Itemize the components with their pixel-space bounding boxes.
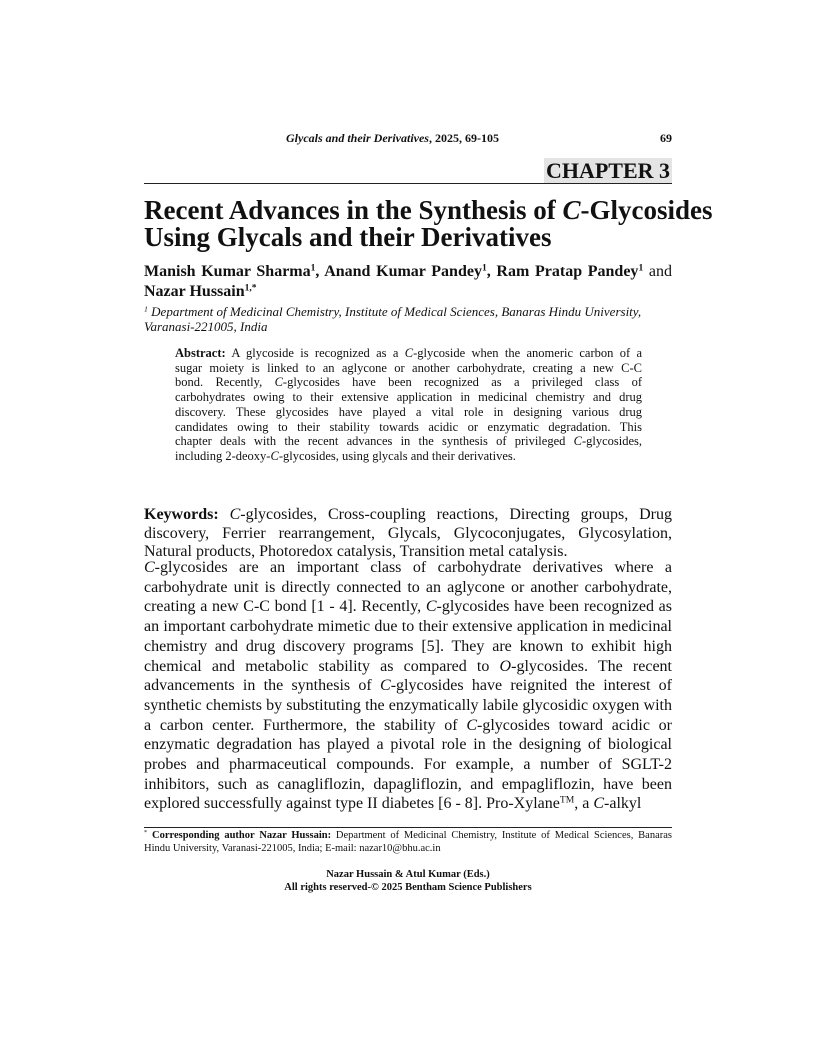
abstract-text: C	[274, 375, 283, 390]
title-text: Recent Advances in the Synthesis of	[144, 195, 563, 225]
abstract-text: A glycoside is recognized as a	[225, 346, 405, 360]
body-line	[144, 657, 672, 677]
body-text: -alkyl	[604, 795, 642, 813]
body-line	[144, 696, 672, 716]
body-text: TM	[559, 794, 575, 806]
abstract-text: Abstract:	[175, 346, 226, 360]
keywords-text: discovery, Ferrier rearrangement, Glycals, Glycoconjugates, Glycosylation,	[144, 524, 672, 542]
body-text: enzymatic degradation has played a pivotal role in the designing of biological	[144, 736, 672, 754]
authors-text: , Ram Pratap Pandey	[486, 263, 639, 280]
abstract-line	[175, 449, 642, 464]
title-text: Using Glycals and their Derivatives	[144, 222, 552, 252]
footnote-text: Hindu University, Varanasi-221005, India; E-mail: nazar10@bhu.ac.in	[144, 843, 441, 854]
abstract-text: candidates owing to their stability towards acidic or enzymatic degradation. This	[175, 419, 642, 434]
title-text: C	[562, 195, 581, 225]
abstract-text: -glycosides, using glycals and their derivatives.	[278, 448, 516, 463]
keywords	[144, 506, 672, 562]
abstract-line	[175, 434, 642, 449]
body-text: probes and pharmaceutical compounds. For example, a number of SGLT-2	[144, 756, 672, 774]
abstract-text: bond. Recently,	[175, 375, 275, 390]
body-text: -glycosides are an important class of carbohydrate derivatives where a	[154, 559, 672, 576]
abstract-text: including 2-deoxy-	[175, 448, 271, 463]
footnote	[144, 829, 672, 855]
abstract-line	[175, 346, 642, 361]
affiliation-text: Varanasi-221005, India	[144, 319, 268, 334]
footnote-line	[144, 842, 672, 855]
body-text: -glycosides toward acidic or	[477, 716, 673, 734]
body-text: synthetic chemists by substituting the enzymatically labile glycosidic oxygen with	[144, 696, 672, 714]
body-text: a carbon center. Furthermore, the stability of	[144, 716, 467, 734]
body-text: explored successfully against type II diabetes [6 - 8]. Pro-Xylane	[144, 795, 560, 813]
body-line	[144, 597, 672, 617]
keywords-text: Natural products, Photoredox catalysis, Transition metal catalysis.	[144, 543, 568, 561]
body-text: O	[499, 657, 512, 675]
abstract-line	[175, 375, 642, 390]
body-text: C	[466, 716, 477, 734]
affiliation-line	[144, 304, 672, 319]
affiliation-text: 1	[144, 304, 148, 314]
keywords-text	[219, 506, 230, 523]
abstract-text: -glycoside when the anomeric carbon of a	[413, 346, 642, 360]
affiliation	[144, 304, 672, 334]
page-number: 69	[660, 131, 672, 145]
authors-text: and	[643, 263, 673, 280]
keywords-line	[144, 525, 672, 544]
authors-text: 1,*	[244, 282, 257, 294]
body-line	[144, 637, 672, 657]
footnote-rule	[144, 827, 672, 828]
authors-text: Nazar Hussain	[144, 283, 245, 300]
abstract-line	[175, 420, 642, 435]
keywords-text: C	[229, 506, 241, 523]
body-text: -glycosides. The recent	[511, 657, 672, 675]
authors-text: Manish Kumar Sharma	[144, 263, 311, 280]
body-text: inhibitors, such as canagliflozin, dapagliflozin, and empagliflozin, have been	[144, 775, 672, 793]
body-text: C	[425, 598, 437, 616]
footnote-text: Department of Medicinal Chemistry, Institute of Medical Sciences, Banaras	[331, 830, 673, 841]
authors-line	[144, 282, 672, 302]
body-text: C	[144, 559, 155, 576]
body-text: an important carbohydrate mimetic due to their extensive application in medicinal	[144, 618, 672, 636]
abstract-text: sugar moiety is linked to an aglycone or another carbohydrate, creating a new C-C	[175, 360, 642, 375]
body-text: chemistry and drug discovery programs [5]. They are known to exhibit high	[144, 637, 672, 655]
body-line	[144, 558, 672, 578]
body-line	[144, 735, 672, 755]
authors-text: , Anand Kumar Pandey	[315, 263, 482, 280]
abstract-line	[175, 390, 642, 405]
footnote-text: Corresponding author Nazar Hussain:	[147, 830, 332, 841]
body-line	[144, 794, 672, 814]
keywords-line	[144, 506, 672, 525]
footnote-line	[144, 829, 672, 842]
journal-meta: , 2025, 69-105	[428, 131, 499, 145]
abstract-text: chapter deals with the recent advances in the synthesis of privileged	[175, 434, 574, 449]
abstract-text: C	[573, 434, 582, 449]
chapter-label: CHAPTER 3	[545, 158, 670, 183]
body-text: -glycosides have been recognized as	[436, 598, 673, 616]
body-line	[144, 716, 672, 736]
body-text: carbohydrate unit is directly connected to an aglycone or another carbohydrate,	[144, 578, 672, 596]
affiliation-text: Department of Medicinal Chemistry, Institute of Medical Sciences, Banaras Hindu University,	[147, 304, 642, 319]
body-text: , a	[574, 795, 594, 813]
title-line	[144, 195, 713, 225]
abstract-text: carbohydrates owing to their extensive application in medicinal chemistry and drug	[175, 390, 642, 405]
chapter-rule	[144, 183, 672, 184]
body-text: C	[380, 677, 391, 695]
abstract	[175, 346, 642, 464]
abstract-line	[175, 361, 642, 376]
abstract-text: C	[270, 448, 279, 463]
authors-text: 1	[638, 262, 644, 274]
body-text: creating a new C-C bond [1 - 4]. Recently,	[144, 598, 426, 616]
body-line	[144, 617, 672, 637]
editors-line: Nazar Hussain & Atul Kumar (Eds.)	[326, 869, 490, 880]
author-list	[144, 262, 672, 302]
journal-title: Glycals and their Derivatives	[286, 131, 429, 145]
body-text: chemical and metabolic stability as compared to	[144, 657, 500, 675]
authors-line	[144, 262, 672, 282]
body-line	[144, 676, 672, 696]
body-line	[144, 775, 672, 795]
body-line	[144, 755, 672, 775]
abstract-line	[175, 405, 642, 420]
abstract-text: -glycosides,	[581, 434, 642, 449]
body-line	[144, 578, 672, 598]
body-paragraph	[144, 558, 672, 814]
copyright-line: All rights reserved-© 2025 Bentham Science Publishers	[284, 882, 532, 893]
keywords-text: -glycosides, Cross-coupling reactions, Directing groups, Drug	[240, 506, 672, 523]
running-header	[286, 131, 499, 146]
affiliation-line	[144, 319, 672, 334]
body-text: -glycosides have reignited the interest of	[390, 677, 672, 695]
title-text: -Glycosides	[580, 195, 713, 225]
footnote-text: *	[144, 829, 148, 837]
body-text: C	[593, 795, 605, 813]
title-line	[144, 224, 672, 251]
keywords-text: Keywords:	[144, 506, 219, 523]
chapter-title	[144, 195, 713, 252]
abstract-text: discovery. These glycosides have played a vital role in designing various drug	[175, 404, 642, 419]
authors-text: 1	[481, 262, 487, 274]
body-text: advancements in the synthesis of	[144, 677, 381, 695]
abstract-text: C	[404, 346, 414, 360]
authors-text: 1	[310, 262, 316, 274]
abstract-text: -glycosides have been recognized as a privileged class of	[282, 375, 642, 390]
